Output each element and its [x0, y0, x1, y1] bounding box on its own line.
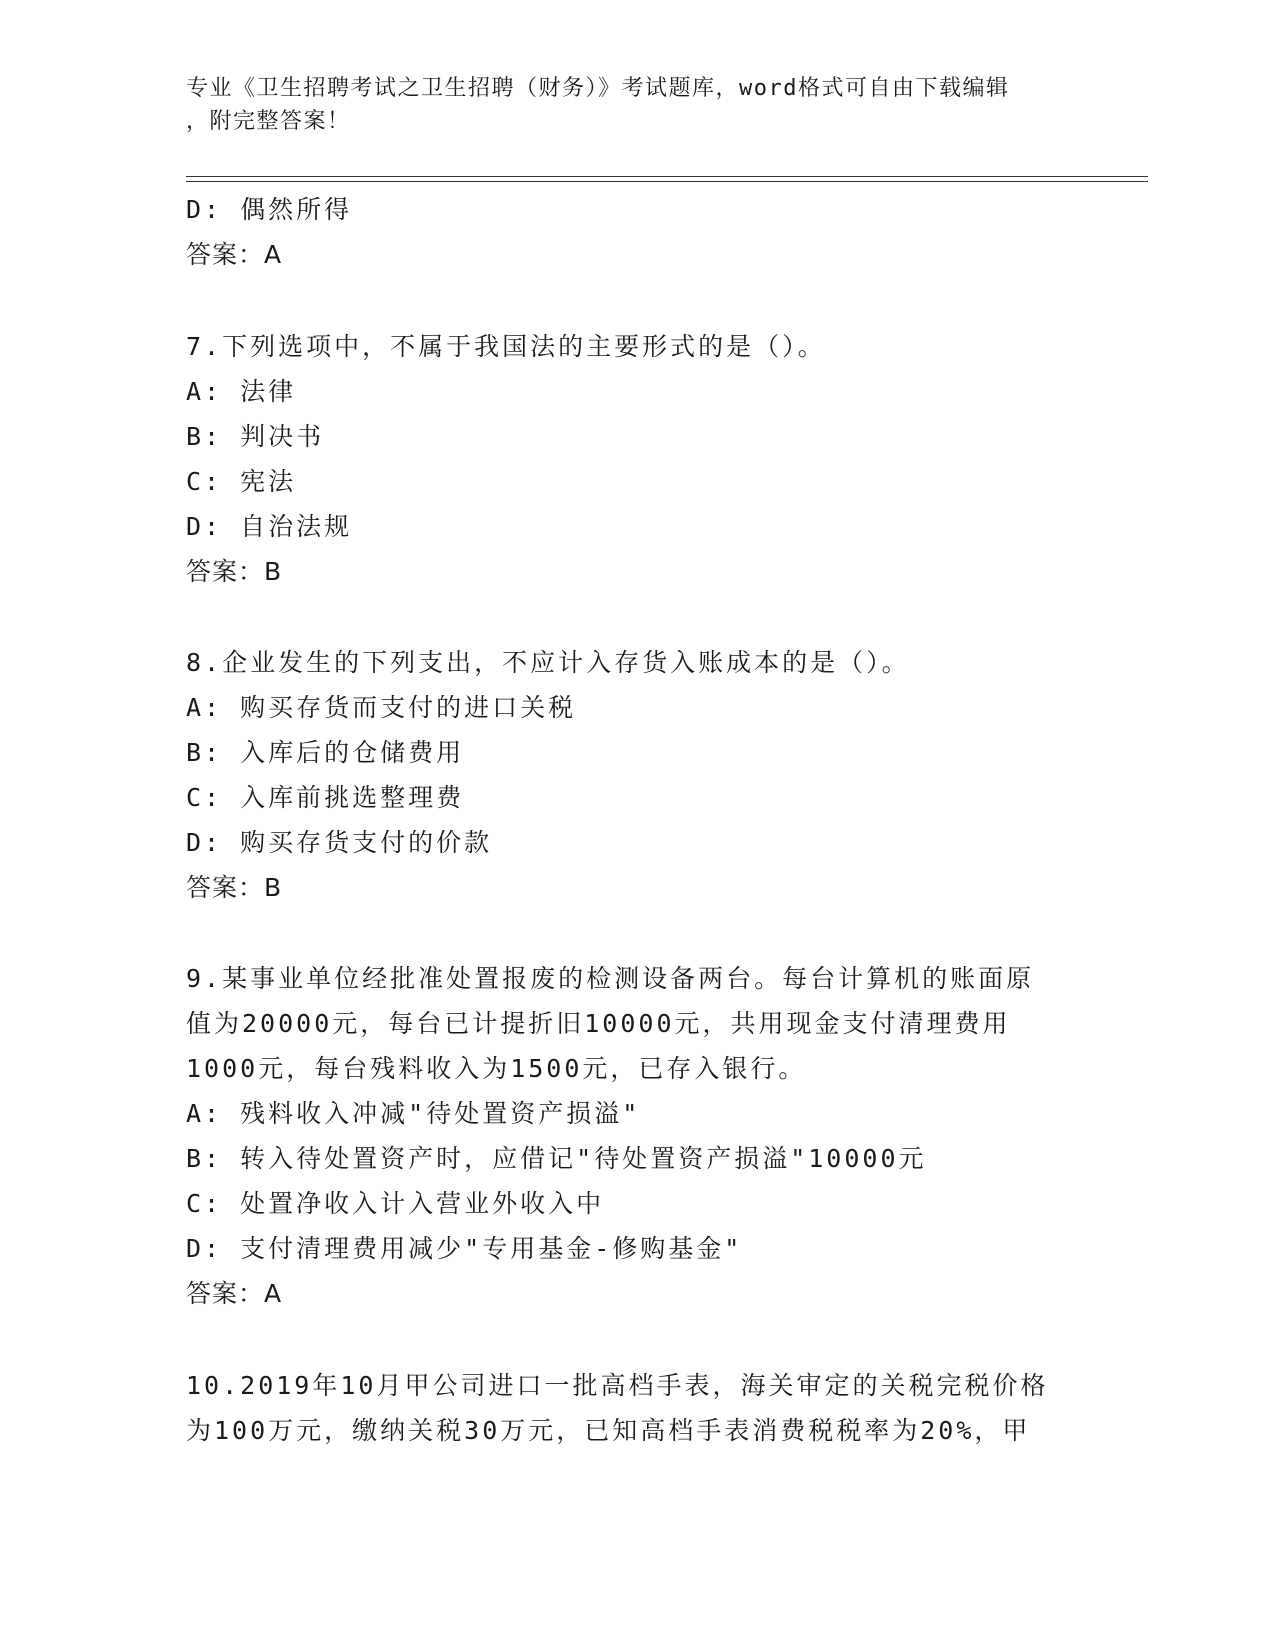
header-divider-top — [186, 176, 1148, 177]
q7-option-d: D: 自治法规 — [186, 512, 353, 541]
header-line-1: 专业《卫生招聘考试之卫生招聘（财务）》考试题库，word格式可自由下载编辑 — [186, 76, 1010, 101]
q9-stem-line-1: 9.某事业单位经批准处置报废的检测设备两台。每台计算机的账面原 — [186, 964, 1035, 993]
q7-stem: 7.下列选项中，不属于我国法的主要形式的是（）。 — [186, 332, 826, 361]
q9-option-a: A: 残料收入冲减"待处置资产损溢" — [186, 1099, 641, 1128]
q8-option-b: B: 入库后的仓储费用 — [186, 738, 465, 767]
q7-answer: 答案：B — [186, 557, 283, 586]
q9-stem-line-2: 值为20000元，每台已计提折旧10000元，共用现金支付清理费用 — [186, 1009, 1011, 1038]
q9-option-d: D: 支付清理费用减少"专用基金-修购基金" — [186, 1234, 743, 1263]
q8-option-d: D: 购买存货支付的价款 — [186, 828, 493, 857]
q8-stem: 8.企业发生的下列支出，不应计入存货入账成本的是（）。 — [186, 648, 910, 677]
q8-answer: 答案：B — [186, 873, 283, 902]
q10-stem-line-2: 为100万元，缴纳关税30万元，已知高档手表消费税税率为20%，甲 — [186, 1416, 1031, 1445]
header-line-2: ，附完整答案！ — [186, 109, 351, 134]
q6-option-d: D: 偶然所得 — [186, 195, 353, 224]
q9-answer: 答案：A — [186, 1279, 283, 1308]
q9-option-c: C: 处置净收入计入营业外收入中 — [186, 1189, 605, 1218]
q7-option-c: C: 宪法 — [186, 467, 297, 496]
q7-option-a: A: 法律 — [186, 377, 297, 406]
q9-option-b: B: 转入待处置资产时，应借记"待处置资产损溢"10000元 — [186, 1144, 927, 1173]
q8-option-c: C: 入库前挑选整理费 — [186, 783, 465, 812]
page-header — [186, 72, 1066, 138]
q10-stem-line-1: 10.2019年10月甲公司进口一批高档手表，海关审定的关税完税价格 — [186, 1371, 1049, 1400]
header-divider-bottom — [186, 181, 1148, 182]
q6-answer: 答案：A — [186, 240, 283, 269]
q9-stem-line-3: 1000元，每台残料收入为1500元，已存入银行。 — [186, 1054, 807, 1083]
q8-option-a: A: 购买存货而支付的进口关税 — [186, 693, 577, 722]
q7-option-b: B: 判决书 — [186, 422, 325, 451]
